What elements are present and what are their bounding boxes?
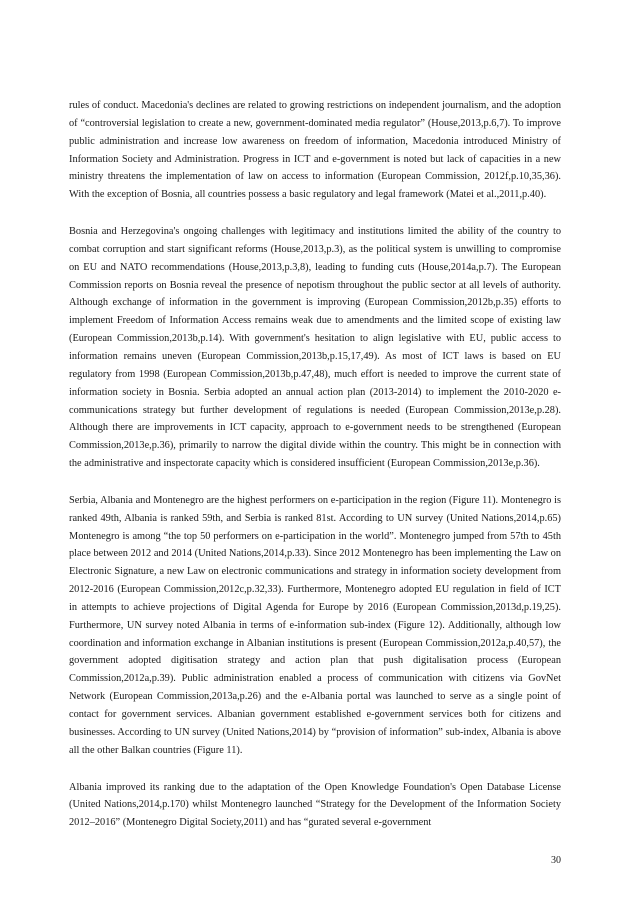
paragraph: Albania improved its ranking due to the adaptation of the Open Knowledge Foundation's Open Database License (United Nations,2014,p.170) whilst Montenegro launched “Strategy for the Development of the Information Society 2012–2016” (Montenegro Digital Society,2011) and has “gurated several e-government [69,781,561,829]
page-number: 30 [551,855,561,866]
paragraph: rules of conduct. Macedonia's declines are related to growing restrictions on independent journalism, and the adoption of “controversial legislation to create a new, government-dominated media regulator” (House,2013,p.6,7). To improve public administration and increase low awareness on freedom of information, Macedonia introduced Ministry of Information Society and Administration. Progress in ICT and e-government is noted but lack of capacities in a new ministry threatens the implementation of law on access to information (European Commission, 2012f,p.10,35,36). With the exception of Bosnia, all countries possess a basic regulatory and legal framework (Matei et al.,2011,p.40). [69,100,561,201]
paragraph: Serbia, Albania and Montenegro are the highest performers on e-participation in the region (Figure 11). Montenegro is ranked 49th, Albania is ranked 59th, and Serbia is ranked 81st. According to UN survey (United Nations,2014,p.65) Montenegro is among “the top 50 performers on e-participation in the world”. Montenegro jumped from 57th to 45th place between 2012 and 2014 (United Nations,2014,p.33). Since 2012 Montenegro has been implementing the Law on Electronic Signature, a new Law on electronic communications and strategy in information society development from 2012-2016 (European Commission,2012c,p.32,33). Furthermore, Montenegro adopted EU regulation in field of ICT in attempts to achieve projections of Digital Agenda for Europe by 2016 (European Commission,2013d,p.19,25). Furthermore, UN survey noted Albania in terms of e-information sub-index (Figure 12). Additionally, although low coordination and information exchange in Albanian institutions is present (European Commission,2012a,p.40,57), the government adopted digitisation strategy and action plan that push digitalisation process (European Commission,2012a,p.39). Public administration enabled a process of communication with citizens via GovNet Network (European Commission,2013a,p.26) and the e-Albania portal was launched to serve as a single point of contact for government services. Albanian government established e-government services both for citizens and businesses. According to UN survey (United Nations,2014) by “provision of information” sub-index, Albania is above all the other Balkan countries (Figure 11). [69,494,561,756]
body-text [69,97,561,851]
paragraph: Bosnia and Herzegovina's ongoing challenges with legitimacy and institutions limited the ability of the country to combat corruption and start significant reforms (House,2013,p.3), as the political system is unwilling to compromise on EU and NATO recommendations (House,2013,p.3,8), leading to funding cuts (House,2014a,p.7). The European Commission reports on Bosnia reveal the presence of nepotism throughout the public sector at all levels of authority. Although exchange of information in the government is improving (European Commission,2012b,p.35) efforts to implement Freedom of Information Access remains weak due to amendments and the limited scope of existing law (European Commission,2013b,p.14). With government's hesitation to align legislative with EU, public access to information remains uneven (European Commission,2013b,p.15,17,49). As most of ICT laws is based on EU regulatory from 1998 (European Commission,2013b,p.47,48), much effort is needed to improve the current state of information society in Bosnia. Serbia adopted an annual action plan (2013-2014) to implement the 2010-2020 e-communications strategy but further development of regulations is needed (European Commission,2013e,p.28). Although there are improvements in ICT capacity, approach to e-government needs to be strengthened (European Commission,2013e,p.36), primarily to narrow the digital divide within the country. This might be in connection with the administrative and inspectorate capacity which is considered insufficient (European Commission,2013e,p.36). [69,226,561,470]
